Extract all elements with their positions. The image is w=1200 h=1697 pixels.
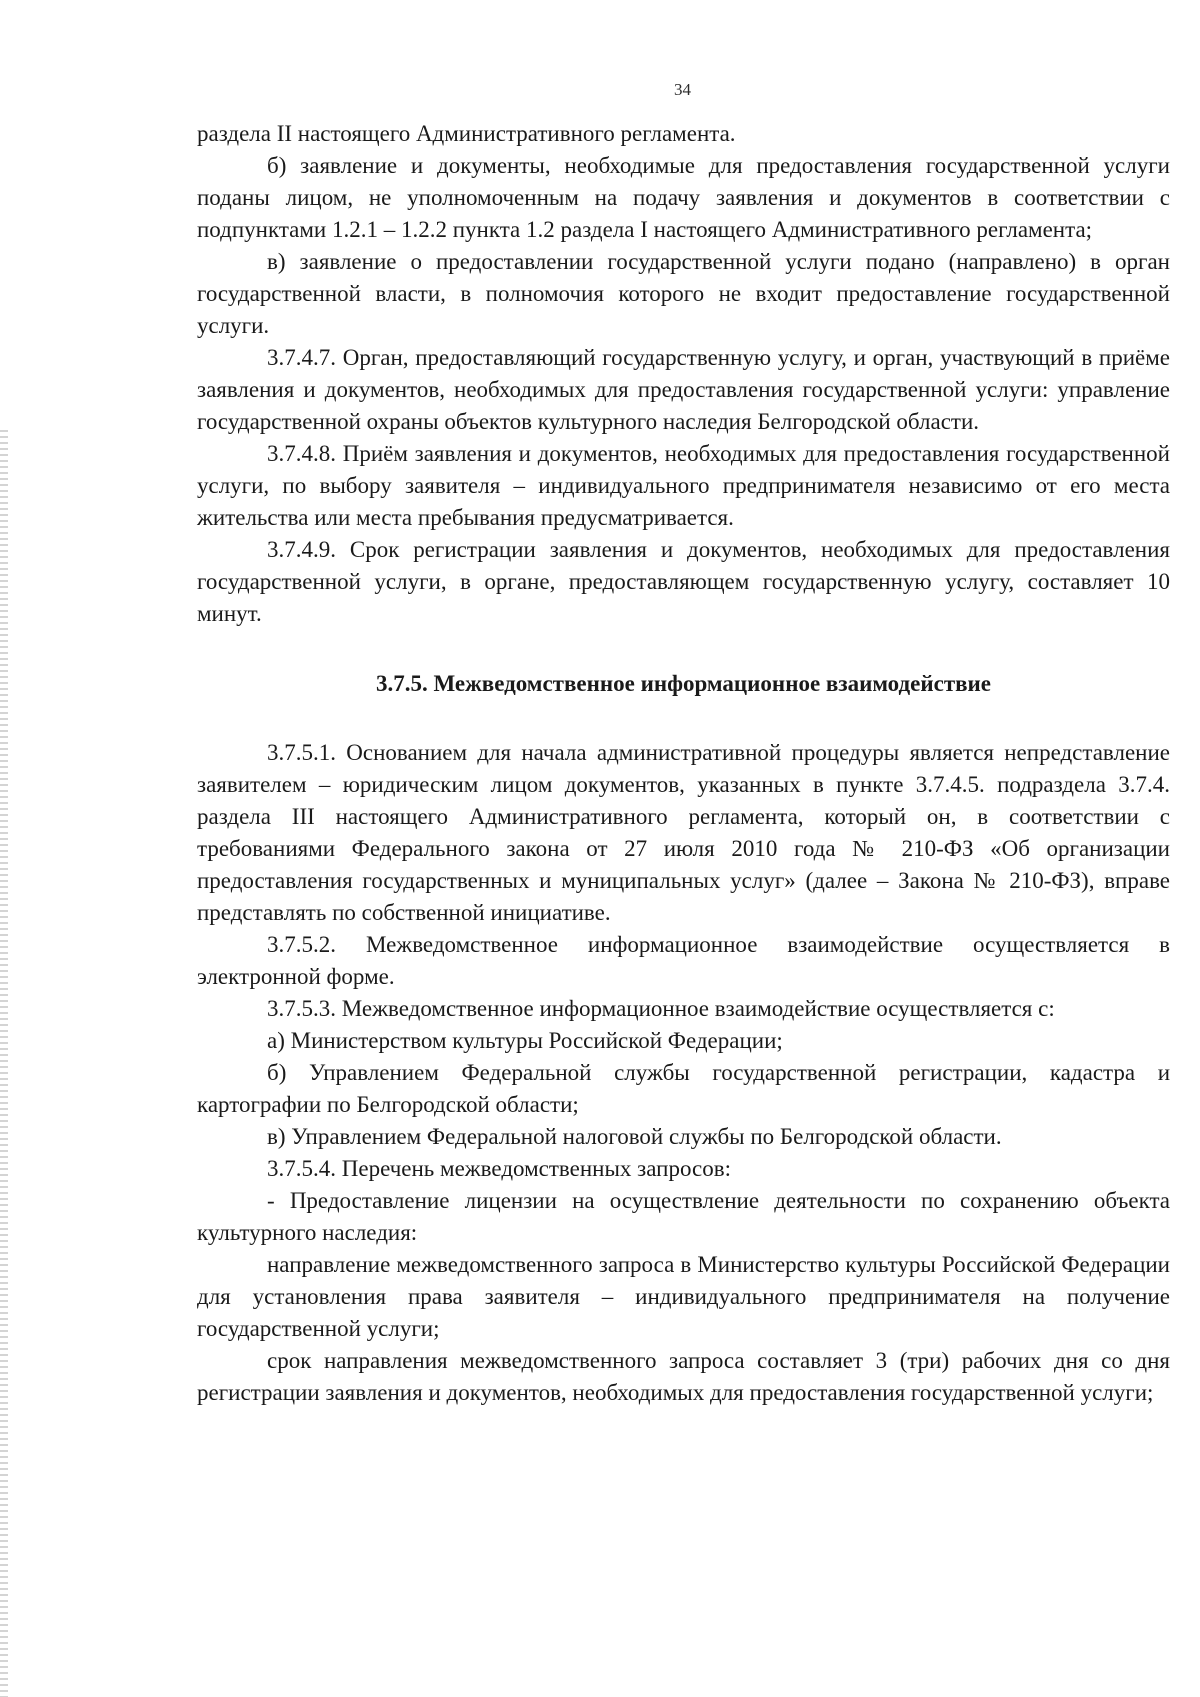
page-number: 34 [674, 80, 691, 99]
document-body [197, 118, 1170, 1409]
paragraph: 3.7.5.3. Межведомственное информационное взаимодействие осуществляется с: [267, 996, 1055, 1021]
list-item: в) Управлением Федеральной налоговой службы по Белгородской области. [267, 1124, 1002, 1149]
paragraph: в) заявление о предоставлении государственной услуги подано (направлено) в орган государственной власти, в полномочия которого не входит предоставление государственной услуги. [197, 249, 1170, 338]
list-item: а) Министерством культуры Российской Федерации; [267, 1028, 783, 1053]
list-item: б) Управлением Федеральной службы государственной регистрации, кадастра и картографии по Белгородской области; [197, 1060, 1170, 1117]
paragraph: 3.7.4.9. Срок регистрации заявления и документов, необходимых для предоставления государственной услуги, в органе, предоставляющем государственную услугу, составляет 10 минут. [197, 537, 1170, 626]
paragraph: б) заявление и документы, необходимые для предоставления государственной услуги поданы лицом, не уполномоченным на подачу заявления и документов в соответствии с подпунктами 1.2.1 – 1.2.2 пункта 1.2 раздела I настоящего Административного регламента; [197, 153, 1170, 242]
paragraph: направление межведомственного запроса в Министерство культуры Российской Федерации для установления права заявителя – индивидуального предпринимателя на получение государственной услуги; [197, 1252, 1170, 1341]
paragraph: срок направления межведомственного запроса составляет 3 (три) рабочих дня со дня регистрации заявления и документов, необходимых для предоставления государственной услуги; [197, 1348, 1170, 1405]
paragraph: 3.7.4.7. Орган, предоставляющий государственную услугу, и орган, участвующий в приёме заявления и документов, необходимых для предоставления государственной услуги: управление государственной охраны объектов культурного наследия Белгородской области. [197, 345, 1170, 434]
paragraph: 3.7.5.1. Основанием для начала административной процедуры является непредставление заявителем – юридическим лицом документов, указанных в пункте 3.7.4.5. подраздела 3.7.4. раздела III настоящего Административного регламента, который он, в соответствии с требованиями Федерального закона от 27 июля 2010 года № 210-ФЗ «Об организации предоставления государственных и муниципальных услуг» (далее – Закона № 210-ФЗ), вправе представлять по собственной инициативе. [197, 740, 1170, 925]
section-heading: 3.7.5. Межведомственное информационное взаимодействие [375, 671, 991, 696]
paragraph: 3.7.4.8. Приём заявления и документов, необходимых для предоставления государственной услуги, по выбору заявителя – индивидуального предпринимателя независимо от его места жительства или места пребывания предусматривается. [197, 441, 1170, 530]
paragraph: 3.7.5.4. Перечень межведомственных запросов: [267, 1156, 731, 1181]
list-item: - Предоставление лицензии на осуществление деятельности по сохранению объекта культурного наследия: [197, 1188, 1170, 1245]
binding-edge-marks [0, 430, 8, 1697]
paragraph: 3.7.5.2. Межведомственное информационное взаимодействие осуществляется в электронной форме. [197, 932, 1170, 989]
paragraph: раздела II настоящего Административного регламента. [197, 121, 736, 146]
